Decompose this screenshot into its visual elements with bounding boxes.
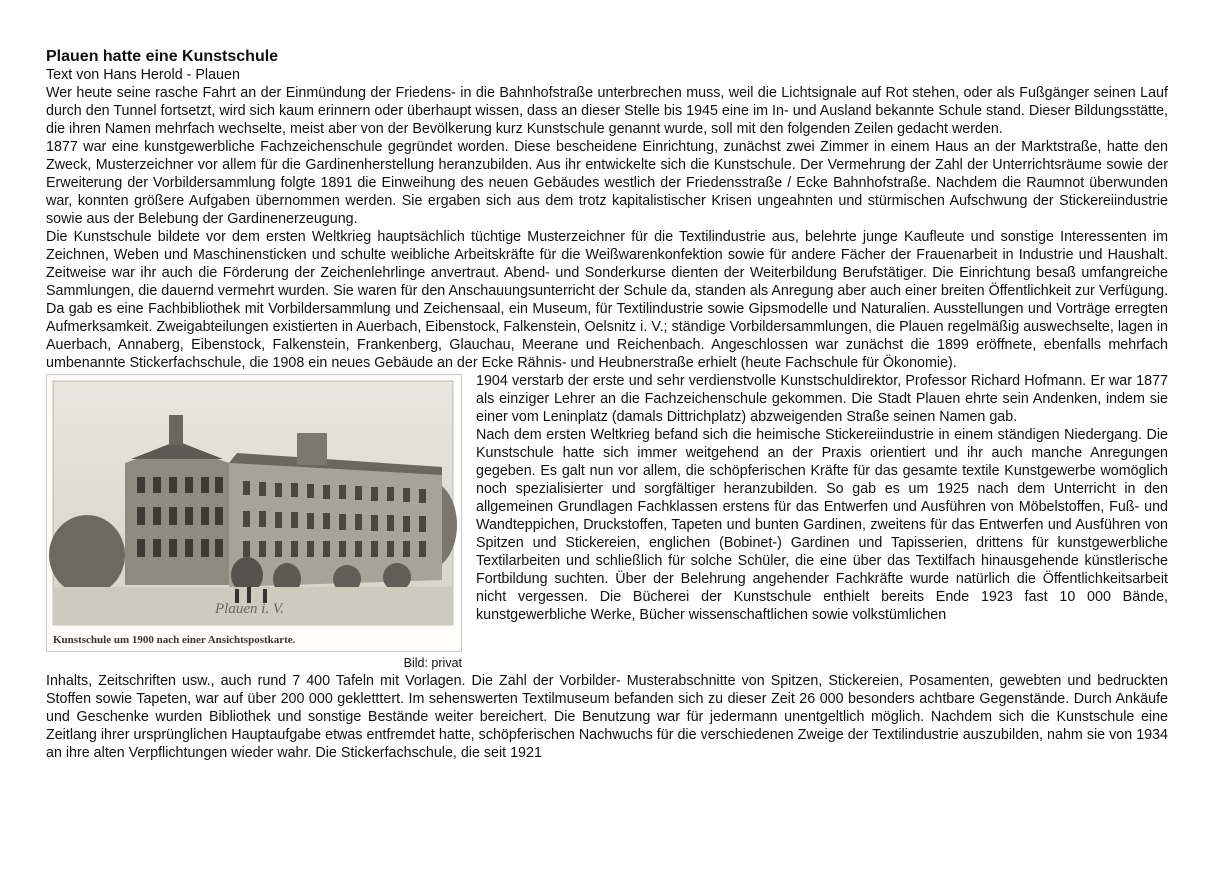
image-credit: Bild: privat: [403, 656, 462, 670]
postcard-photo: [46, 374, 462, 652]
photo-caption: Kunstschule um 1900 nach einer Ansichtspostkarte.: [53, 634, 296, 646]
article-byline: Text von Hans Herold - Plauen: [46, 67, 240, 83]
paragraph-2: 1877 war eine kunstgewerbliche Fachzeichenschule gegründet worden. Diese bescheidene Einrichtung, zunächst zwei Zimmer in einem Haus an der Marktstraße, hatte den Zweck, Musterzeichner vor allem für die Gardinenherstellung heranzubilden. Aus ihr entwickelte sich die Kunstschule. Der Vermehrung der Zahl der Unterrichtsräume sowie der Erweiterung der Vorbildersammlung folgte 1891 die Einweihung des neuen Gebäudes westlich der Friedensstraße / Ecke Bahnhofstraße. Nachdem die Raumnot überwunden war, konnten größere Aufgaben übernommen werden. Sie ergaben sich aus dem trotz kapitalistischer Krisen ungeahnten und stürmischen Aufschwung der Stickereiindustrie sowie aus der Belebung der Gardinenerzeugung.: [46, 139, 1168, 227]
postcard-text: Plauen i. V.: [215, 601, 284, 617]
paragraph-4: 1904 verstarb der erste und sehr verdienstvolle Kunstschuldirektor, Professor Richard Hofmann. Er war 1877 als einziger Lehrer an die Fachzeichenschule gekommen. Die Stadt Plauen ehrte sein Andenken, indem sie einer vom Leninplatz (damals Dittrichplatz) abzweigenden Straße seinen Namen gab.: [476, 373, 1168, 425]
figure: [46, 374, 462, 670]
paragraph-6: Inhalts, Zeitschriften usw., auch rund 7 400 Tafeln mit Vorlagen. Die Zahl der Vorbilder- Musterabschnitte von Spitzen, Stickereien, Posamenten, gewebten und bedruckten Stoffen sowie Tapeten, war auf über 200 000 gekletttert. Im sehenswerten Textilmuseum befanden sich zu dieser Zeit 26 000 besonders achtbare Gegenstände. Durch Ankäufe und Geschenke wurden Bibliothek und sonstige Bestände weiter bereichert. Die Benutzung war für jedermann unentgeltlich möglich. Nachdem sich die Kunstschule eine Zeitlang ihrer ursprünglichen Hauptaufgabe etwas entfremdet hatte, schöpferischen Nachwuchs für die verschiedenen Zweige der Textilindustrie auszubilden, nahm sie von 1934 an ihre alten Verpflichtungen wieder wahr. Die Stickerfachschule, die seit 1921: [46, 673, 1168, 761]
article: [46, 48, 1168, 762]
paragraph-1: Wer heute seine rasche Fahrt an der Einmündung der Friedens- in die Bahnhofstraße unterbrechen muss, weil die Lichtsignale auf Rot stehen, oder als Fußgänger seinen Lauf durch den Tunnel fortsetzt, wird sich kaum erinnern oder überhaupt wissen, dass an dieser Stelle bis 1945 eine im In- und Ausland bekannte Schule stand. Dieser Bildungsstätte, die ihren Namen mehrfach wechselte, meist aber von der Bevölkerung kurz Kunstschule genannt wurde, soll mit den folgenden Zeilen gedacht werden.: [46, 85, 1168, 137]
figure-section: [46, 374, 1168, 670]
bottom-section: [46, 672, 1168, 762]
kunstschule-building-image: [47, 375, 461, 651]
paragraph-3: Die Kunstschule bildete vor dem ersten Weltkrieg hauptsächlich tüchtige Musterzeichner für die Textilindustrie aus, belehrte junge Kaufleute und sonstige Interessenten im Zeichnen, Weben und Maschinensticken und schulte weibliche Arbeitskräfte für die Weißwarenkonfektion sowie für andere Fächer der Frauenarbeit in Industrie und Haushalt. Zeitweise war ihr auch die Förderung der Zeichenlehrlinge anvertraut. Abend- und Sonderkurse dienten der Weiterbildung Berufstätiger. Die Einrichtung besaß umfangreiche Sammlungen, die dauernd vermehrt wurden. Sie waren für den Anschauungsunterricht der Schule da, standen als Anregung aber auch einer breiten Öffentlichkeit zur Verfügung. Da gab es eine Fachbibliothek mit Vorbildersammlung und Zeichensaal, ein Museum, für Textilindustrie sowie Gipsmodelle und Naturalien. Ausstellungen und Vorträge erregten Aufmerksamkeit. Zweigabteilungen existierten in Auerbach, Eibenstock, Falkenstein, Oelsnitz i. V.; ständige Vorbildersammlungen, die Plauen regelmäßig auswechselte, lagen in Auerbach, Annaberg, Eibenstock, Falkenstein, Frankenberg, Glauchau, Meerane und Reichenbach. Angeschlossen war zunächst die 1899 eröffnete, ebenfalls mehrfach umbenannte Stickerfachschule, die 1908 ein neues Gebäude an der Ecke Rähnis- und Heubnerstraße erhielt (heute Fachschule für Ökonomie).: [46, 229, 1168, 371]
article-title: Plauen hatte eine Kunstschule: [46, 48, 279, 65]
paragraph-5: Nach dem ersten Weltkrieg befand sich die heimische Stickereiindustrie in einem ständigen Niedergang. Die Kunstschule hatte sich immer weitgehend an der Praxis orientiert und ihr auch manche Anregungen gegeben. Es galt nun vor allem, die schöpferischen Kräfte für das gesamte textile Kunstgewerbe womöglich noch spezialisierter und sorgfältiger heranzubilden. So gab es um 1925 nach dem Unterricht in den allgemeinen Grundlagen Fachklassen erstens für das Entwerfen und Ausführen von Möbelstoffen, Fuß- und Wandteppichen, Druckstoffen, Tapeten und bunten Gardinen, zweitens für das Entwerfen und Ausführen von Spitzen und Stickereien, englichen (Bobinet-) Gardinen und Tapisserien, drittens für kunstgewerbliche Textilarbeiten und schließlich für solche Schüler, die eine über das Textilfach hinausgehende künstlerische Fortbildung suchten. Über der Belehrung angehender Fachkräfte wurde natürlich die Öffentlichkeitsarbeit nicht vergessen. Die Bücherei der Kunstschule enthielt bereits Ende 1923 fast 10 000 Bände, kunstgewerbliche Werke, Bücher wissenschaftlichen sowie volkstümlichen: [476, 427, 1168, 623]
side-column: [476, 372, 1168, 624]
